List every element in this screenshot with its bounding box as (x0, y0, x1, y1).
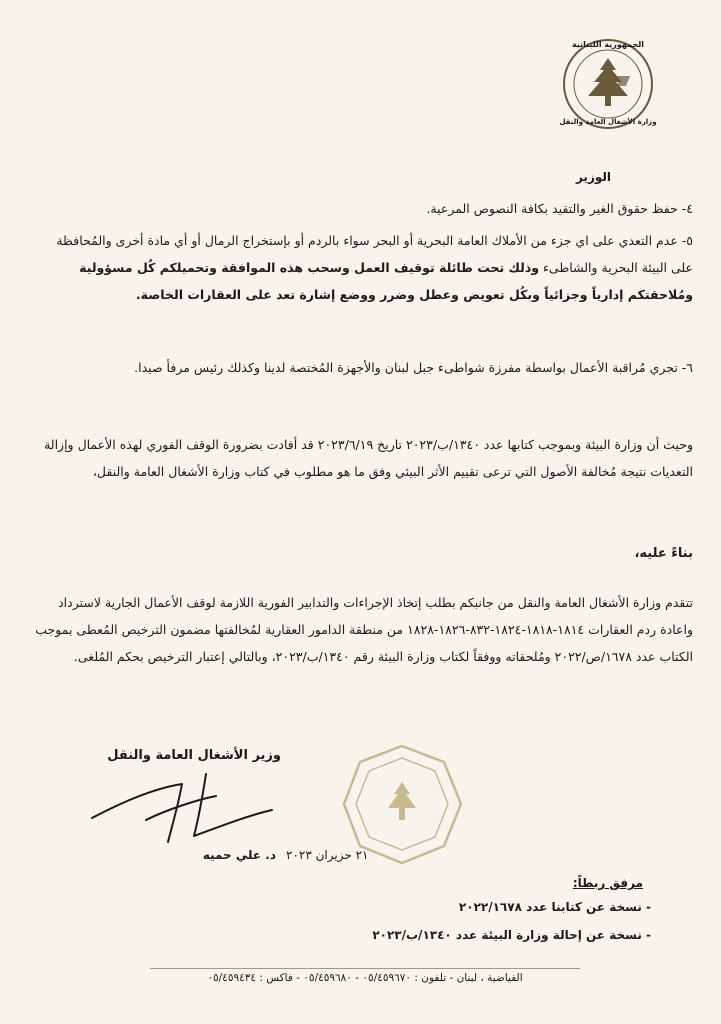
handwritten-signature (86, 770, 276, 850)
paragraph-environment: وحيث أن وزارة البيئة وبموجب كتابها عدد ١٣٤٠/ب/٢٠٢٣ تاريخ ٢٠٢٣/٦/١٩ قد أفادت بضرورة الوقف الفوري لهذه الأعمال وإزالة التعديات نتيجة مُخالفة الأصول التي ترعى تقييم الأثر البيئي وفق ما هو مطلوب في كتاب وزارة الأشغال العامة والنقل، (44, 437, 693, 479)
clause-4: ٤- حفظ حقوق الغير والتقيد بكافة النصوص المرعية. (426, 201, 693, 216)
signatory-name: د. علي حميه (202, 848, 276, 862)
footer-contact: الفياضية ، لبنان - تلفون : ٠٥/٤٥٩٦٧٠ - ٠٥/٤٥٩٦٨٠ - فاكس : ٠٥/٤٥٩٤٣٤ (207, 972, 523, 984)
heading-therefore: بناءً عليه، (634, 546, 693, 561)
clause-5 (32, 228, 693, 309)
signature-date: ٢١ حزيران ٢٠٢٣ (286, 848, 369, 862)
republic-name: الجمهورية اللبنانية (571, 40, 645, 49)
clause-5-text: ٥- عدم التعدي على اي جزء من الأملاك العامة البحرية أو البحر سواء بالردم أو بإستخراج الرمال أو أي مادة أخرى والمُحافظة على البيئة البحرية والشاطىء (56, 233, 693, 275)
minister-label: الوزير (575, 170, 611, 184)
attachment-item: - نسخة عن كتابنا عدد ٢٠٢٢/١٦٧٨ (458, 900, 651, 914)
clause-5-bold-text: وذلك تحت طائلة توقيف العمل وسحب هذه الموافقة وتحميلكم كُل مسؤولية ومُلاحقتكم إدارياً وجزائياً وبكُل تعويض وعطل وضرر ووضع إشارة تعد على العقارات الخاصة. (79, 259, 693, 302)
ministry-name: وزارة الأشغال العامة والنقل (559, 118, 657, 126)
paragraph-request: تتقدم وزارة الأشغال العامة والنقل من جانبكم بطلب إتخاذ الإجراءات والتدابير الفورية اللازمة لوقف الأعمال الجارية لاسترداد واعادة ردم العقارات ١٨١٤-١٨١٨-١٨٢٤-٨٣٢-١٨٢٦-١٨٢٨ من منطقة الدامور العقارية لمُخالفتها مضمون الترخيص المُعطى بموجب الكتاب عدد ١٦٧٨/ص/٢٠٢٢ ومُلحقاته ووفقاً لكتاب وزارة البيئة رقم ١٣٤٠/ب/٢٠٢٣، وبالتالي إعتبار الترخيص بحكم المُلغى. (35, 595, 693, 664)
signatory-title: وزير الأشغال العامة والنقل (107, 748, 281, 763)
clause-6: ٦- تجري مُراقبة الأعمال بواسطة مفرزة شواطىء جبل لبنان والأجهزة المُختصة لدينا وكذلك رئيس مرفأ صيدا. (134, 360, 693, 375)
attachment-item: - نسخة عن إحالة وزارة البيئة عدد ١٣٤٠/ب/٢٠٢٣ (372, 928, 651, 942)
attachments-label: مرفق ربطاً: (572, 876, 643, 890)
footer-divider (150, 968, 580, 969)
